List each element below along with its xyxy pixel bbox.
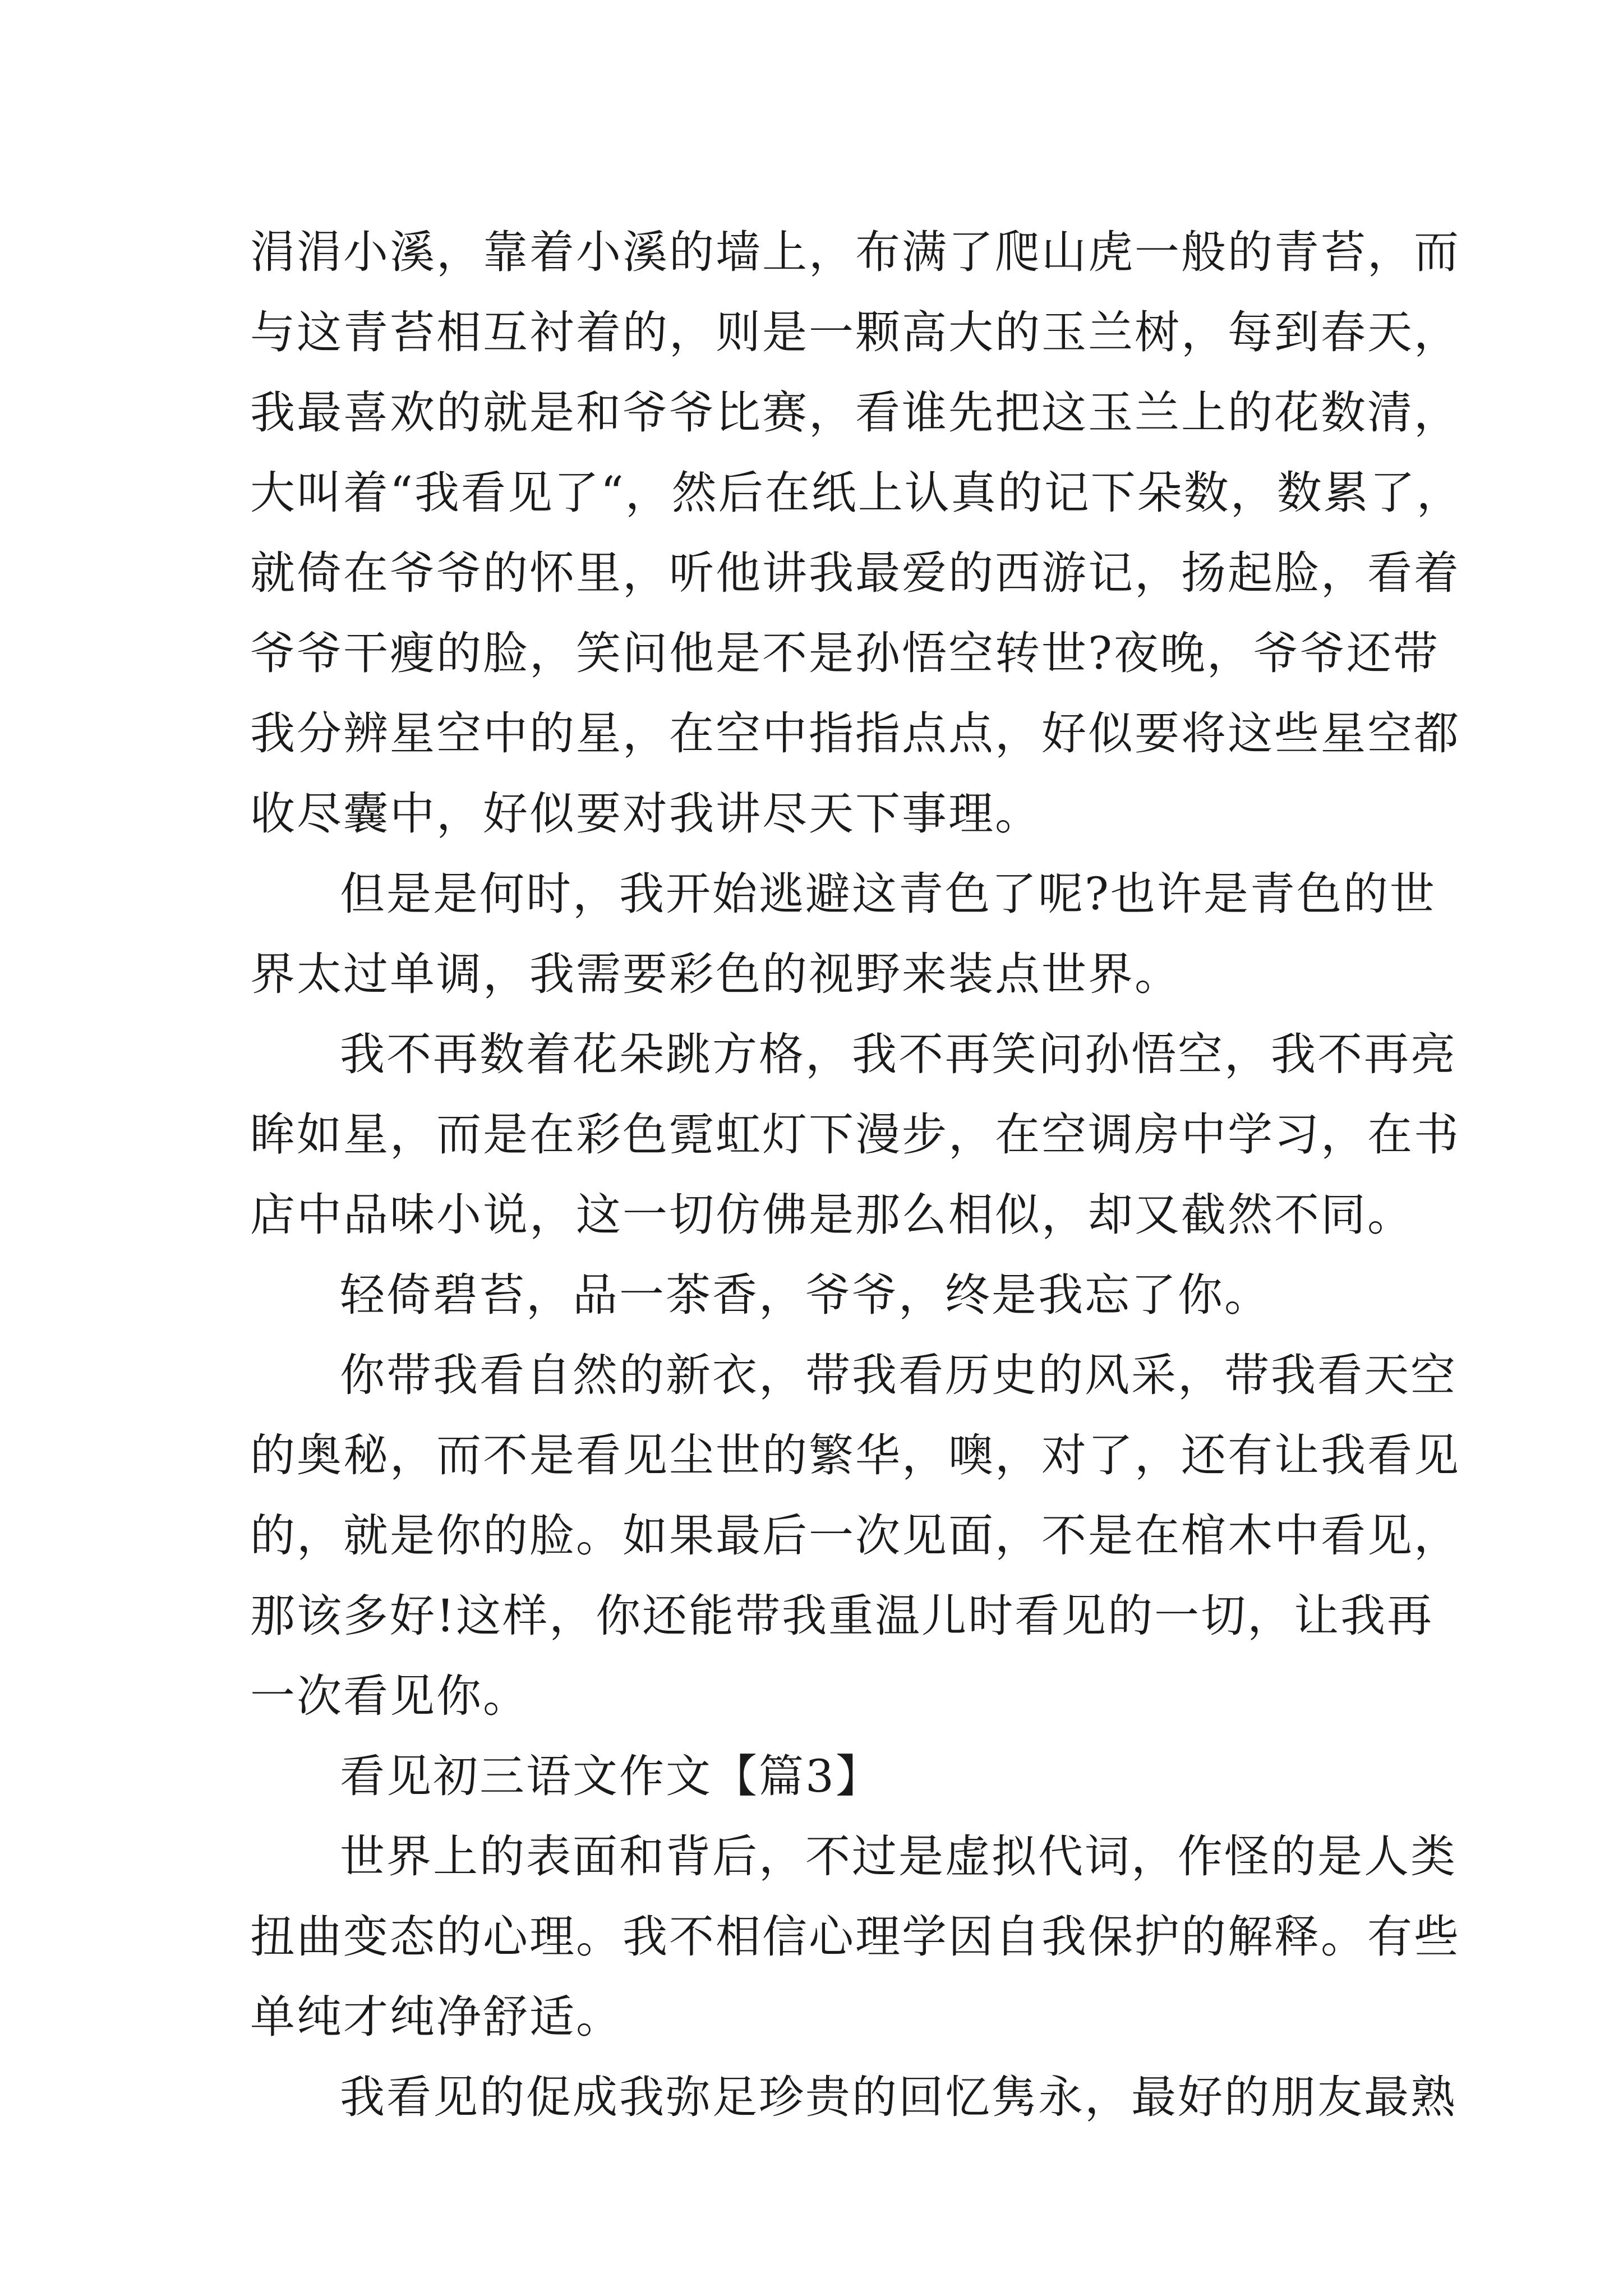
text-line: 收尽囊中，好似要对我讲尽天下事理。 <box>250 788 1041 840</box>
text-line: 店中品味小说，这一切仿佛是那么相似，却又截然不同。 <box>250 1189 1414 1241</box>
paragraph-start-line: 轻倚碧苔，品一茶香，爷爷，终是我忘了你。 <box>340 1269 1271 1321</box>
text-line: 扭曲变态的心理。我不相信心理学因自我保护的解释。有些 <box>250 1911 1460 1963</box>
section-heading: 看见初三语文作文【篇3】 <box>340 1750 882 1802</box>
text-line: 的奥秘，而不是看见尘世的繁华，噢，对了，还有让我看见 <box>250 1429 1460 1481</box>
text-line: 与这青苔相互衬着的，则是一颗高大的玉兰树，每到春天， <box>250 306 1460 358</box>
text-line: 我分辨星空中的星，在空中指指点点，好似要将这些星空都 <box>250 707 1460 760</box>
text-line: 那该多好!这样，你还能带我重温儿时看见的一切，让我再 <box>250 1590 1434 1642</box>
text-line: 一次看见你。 <box>250 1670 529 1722</box>
text-line: 眸如星，而是在彩色霓虹灯下漫步，在空调房中学习，在书 <box>250 1108 1460 1161</box>
paragraph-start-line: 但是是何时，我开始逃避这青色了呢?也许是青色的世 <box>340 868 1436 920</box>
text-line: 就倚在爷爷的怀里，听他讲我最爱的西游记，扬起脸，看着 <box>250 547 1460 599</box>
paragraph-start-line: 你带我看自然的新衣，带我看历史的风采，带我看天空 <box>340 1349 1457 1401</box>
text-line: 我最喜欢的就是和爷爷比赛，看谁先把这玉兰上的花数清， <box>250 386 1460 439</box>
paragraph-start-line: 世界上的表面和背后，不过是虚拟代词，作怪的是人类 <box>340 1830 1457 1883</box>
text-line: 的，就是你的脸。如果最后一次见面，不是在棺木中看见， <box>250 1510 1460 1562</box>
paragraph-start-line: 我看见的促成我弥足珍贵的回忆隽永，最好的朋友最熟 <box>340 2071 1457 2123</box>
text-line: 界太过单调，我需要彩色的视野来装点世界。 <box>250 948 1181 1000</box>
document-body <box>250 212 1463 2137</box>
text-line: 单纯才纯净舒适。 <box>250 1991 623 2043</box>
paragraph-start-line: 我不再数着花朵跳方格，我不再笑问孙悟空，我不再亮 <box>340 1028 1457 1080</box>
text-line: 涓涓小溪，靠着小溪的墙上，布满了爬山虎一般的青苔，而 <box>250 226 1460 278</box>
text-line: 大叫着“我看见了“，然后在纸上认真的记下朵数，数累了， <box>250 467 1463 519</box>
text-line: 爷爷干瘦的脸，笑问他是不是孙悟空转世?夜晚，爷爷还带 <box>250 627 1440 679</box>
